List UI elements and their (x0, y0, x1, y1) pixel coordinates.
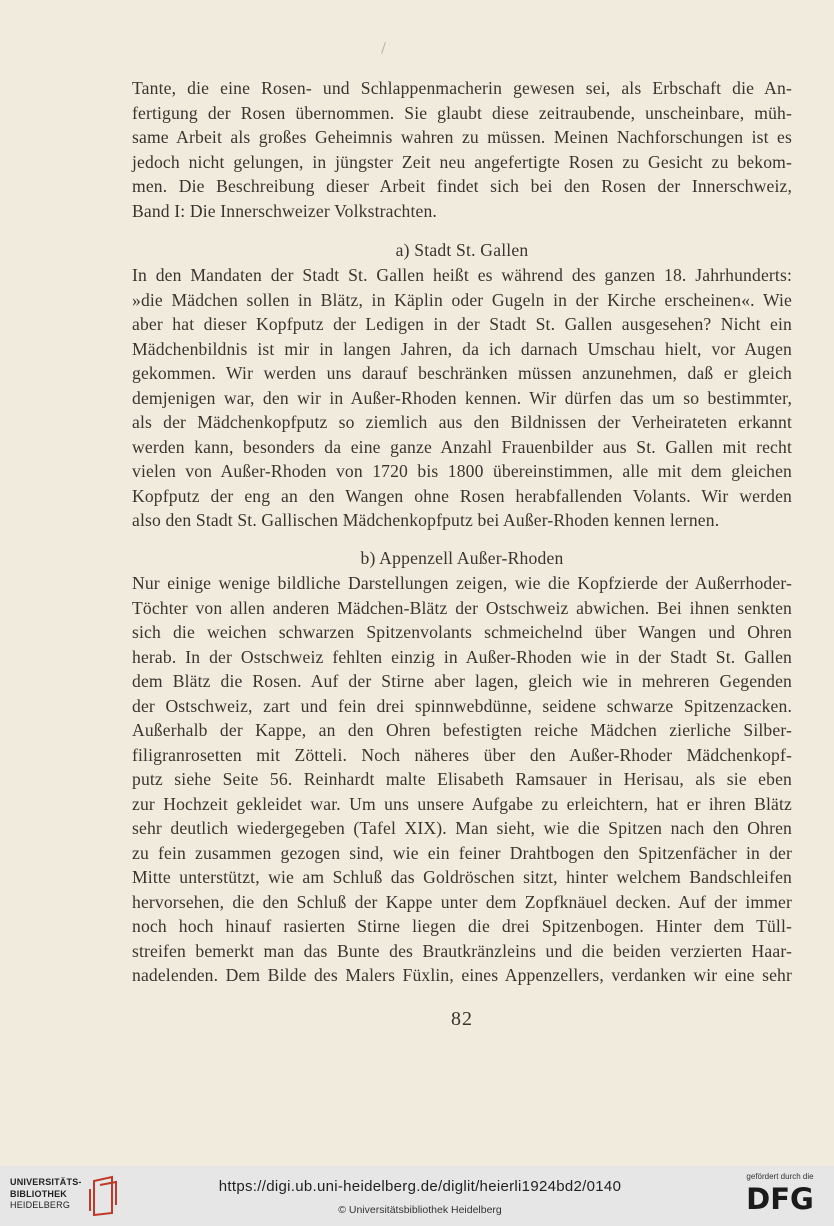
text-line: vielen von Außer-Rhoden von 1720 bis 1800 übereinstimmen, alle mit dem gleichen (132, 461, 792, 481)
text-line: aber hat dieser Kopfputz der Ledigen in der Stadt St. Gallen ausgesehen? Nicht ein (132, 314, 792, 334)
library-emblem-icon (86, 1175, 122, 1217)
section-heading-stadt-st-gallen: a) Stadt St. Gallen (395, 240, 529, 260)
dfg-funding-logo[interactable] (738, 1172, 822, 1224)
text-line: zur Hochzeit gekleidet war. Um uns unsere Aufgabe zu erleichtern, hat er ihren Blätz (132, 793, 792, 814)
text-line: noch hoch hinauf rasierten Stirne liegen die drei Spitzenbogen. Hinter dem Tüll- (132, 916, 792, 936)
paragraph-stadt-st-gallen (132, 263, 792, 533)
text-line: Tante, die eine Rosen- und Schlappenmacherin gewesen sei, als Erbschaft die An- (132, 78, 792, 98)
text-line: nadelenden. Dem Bilde des Malers Füxlin, eines Appenzellers, verdanken wir eine sehr (132, 965, 792, 985)
text-line: werden kann, besonders da eine ganze Anzahl Frauenbilder aus St. Gallen mit recht (132, 436, 792, 457)
text-line: demjenigen war, den wir in Außer-Rhoden kennen. Wir dürfen das um so bestimmter, (132, 387, 792, 408)
text-line: Mitte unterstützt, wie am Schluß das Goldröschen sitzt, hinter welchem Bandschleifen (132, 867, 792, 887)
text-line: Band I: Die Innerschweizer Volkstrachten. (132, 200, 437, 221)
dfg-logo-icon: DFG (746, 1182, 814, 1216)
text-line: als der Mädchenkopfputz so ziemlich aus den Bildnissen der Verheirateten erkannt (132, 412, 792, 432)
library-logo[interactable] (10, 1177, 120, 1217)
text-line: herab. In der Ostschweiz fehlten einzig in Außer-Rhoden wie in der Stadt St. Gallen (132, 646, 792, 667)
text-line: men. Die Beschreibung dieser Arbeit findet sich bei den Rosen der Innerschweiz, (132, 176, 792, 196)
text-line: zu fein zusammen gezogen sind, wie ein feiner Drahtbogen den Spitzenfächer in der (132, 842, 792, 863)
text-line: fertigung der Rosen übernommen. Sie glaubt diese zeitraubende, unscheinbare, müh- (132, 102, 792, 123)
page-number: 82 (451, 1008, 473, 1030)
library-name (10, 1177, 82, 1212)
text-line: sich die weichen schwarzen Spitzenvolants schmeichelnd über Wangen und Ohren (132, 622, 792, 642)
text-line: same Arbeit als großes Geheimnis wahren zu müssen. Meinen Nachforschungen ist es (132, 127, 792, 147)
text-line: In den Mandaten der Stadt St. Gallen heißt es während des ganzen 18. Jahrhunderts: (132, 265, 792, 285)
paragraph-rose-making (132, 76, 792, 223)
text-line: dem Blätz die Rosen. Auf der Stirne aber lagen, gleich wie in mehreren Gegenden (132, 671, 792, 691)
text-line: also den Stadt St. Gallischen Mädchenkopfputz bei Außer-Rhoden kennen lernen. (132, 510, 720, 530)
paragraph-appenzell-ausser-rhoden (132, 571, 792, 988)
text-line: Außerhalb der Kappe, an den Ohren befestigten reiche Mädchen zierliche Silber- (132, 720, 792, 740)
text-line: hervorsehen, die den Schluß der Kappe unter dem Zopfknäuel decken. Auf der immer (132, 891, 792, 912)
pencil-mark (381, 42, 387, 54)
funding-caption: gefördert durch die (746, 1172, 814, 1181)
text-line: der Ostschweiz, zart und fein drei spinnwebdünne, seidene schwarze Spitzenzacken. (132, 695, 792, 716)
library-name-line-2: BIBLIOTHEK (10, 1188, 67, 1199)
section-heading-appenzell-ausser-rhoden: b) Appenzell Außer-Rhoden (360, 548, 564, 568)
text-line: putz siehe Seite 56. Reinhardt malte Elisabeth Ramsauer in Herisau, als sie eben (132, 769, 792, 789)
copyright-notice: © Universitätsbibliothek Heidelberg (338, 1204, 502, 1216)
permalink-url[interactable]: https://digi.ub.uni-heidelberg.de/diglit/heierli1924bd2/0140 (218, 1178, 622, 1195)
text-line: Mädchenbildnis ist mir in langen Jahren, da ich darnach Umschau hielt, vor Augen (132, 338, 792, 359)
text-line: »die Mädchen sollen in Blätz, in Käplin oder Gugeln in der Kirche erscheinen«. Wie (132, 289, 792, 310)
text-line: streifen bemerkt man das Bunte des Brautkränzleins und die beiden verzierten Haar- (132, 940, 792, 961)
text-line: jedoch nicht gelungen, in jüngster Zeit neu angefertigte Rosen zu Gesicht zu bekom- (132, 151, 792, 172)
library-name-line-3: HEIDELBERG (10, 1200, 71, 1210)
text-line: Nur einige wenige bildliche Darstellungen zeigen, wie die Kopfzierde der Außerrhoder- (132, 573, 792, 593)
library-name-line-1: UNIVERSITÄTS- (10, 1177, 82, 1187)
text-line: gekommen. Wir werden uns darauf beschränken müssen anzunehmen, daß er gleich (132, 363, 792, 383)
text-line: sehr deutlich wiedergegeben (Tafel XIX). Man sieht, wie die Spitzen nach den Ohren (132, 818, 792, 838)
viewer-footer (0, 1166, 834, 1226)
text-line: filigranrosetten mit Zötteli. Noch näheres über den Außer-Rhoder Mädchenkopf- (132, 744, 792, 765)
text-line: Töchter von allen anderen Mädchen-Blätz der Ostschweiz abwichen. Bei ihnen senkten (132, 597, 792, 618)
text-line: Kopfputz der eng an den Wangen ohne Rosen herabfallenden Volants. Wir werden (132, 485, 792, 506)
